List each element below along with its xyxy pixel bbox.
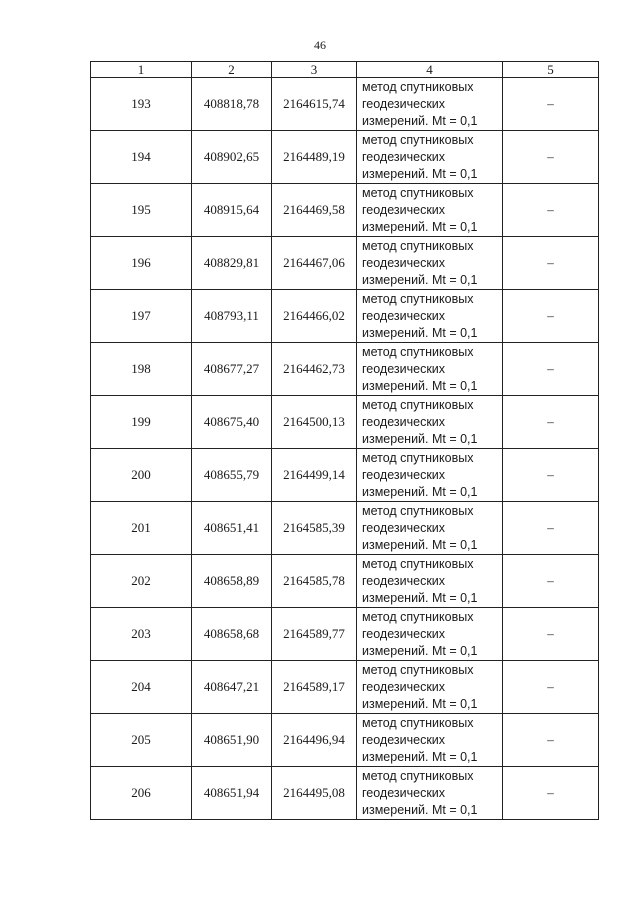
method-line: геодезических bbox=[362, 96, 446, 111]
x-coordinate-cell: 408658,89 bbox=[192, 555, 272, 608]
column-header-5: 5 bbox=[503, 62, 599, 78]
y-coordinate-cell: 2164615,74 bbox=[272, 78, 357, 131]
method-cell bbox=[357, 767, 503, 820]
method-cell bbox=[357, 184, 503, 237]
method-line: измерений. Mt = 0,1 bbox=[362, 643, 478, 658]
table-row bbox=[91, 131, 599, 184]
point-number-cell: 198 bbox=[91, 343, 192, 396]
point-number-cell: 206 bbox=[91, 767, 192, 820]
y-coordinate-cell: 2164462,73 bbox=[272, 343, 357, 396]
x-coordinate-cell: 408675,40 bbox=[192, 396, 272, 449]
note-cell: – bbox=[503, 237, 599, 290]
point-number-cell: 204 bbox=[91, 661, 192, 714]
note-cell: – bbox=[503, 290, 599, 343]
note-cell: – bbox=[503, 502, 599, 555]
method-line: геодезических bbox=[362, 308, 446, 323]
method-cell bbox=[357, 449, 503, 502]
point-number-cell: 202 bbox=[91, 555, 192, 608]
note-cell: – bbox=[503, 184, 599, 237]
note-cell: – bbox=[503, 608, 599, 661]
y-coordinate-cell: 2164467,06 bbox=[272, 237, 357, 290]
x-coordinate-cell: 408902,65 bbox=[192, 131, 272, 184]
method-line: измерений. Mt = 0,1 bbox=[362, 113, 478, 128]
x-coordinate-cell: 408651,94 bbox=[192, 767, 272, 820]
method-line: метод спутниковых bbox=[362, 609, 474, 624]
table-row bbox=[91, 714, 599, 767]
y-coordinate-cell: 2164585,78 bbox=[272, 555, 357, 608]
method-cell bbox=[357, 237, 503, 290]
method-line: метод спутниковых bbox=[362, 344, 474, 359]
table-row bbox=[91, 396, 599, 449]
note-cell: – bbox=[503, 396, 599, 449]
method-line: метод спутниковых bbox=[362, 715, 474, 730]
method-cell bbox=[357, 555, 503, 608]
y-coordinate-cell: 2164589,77 bbox=[272, 608, 357, 661]
note-cell: – bbox=[503, 661, 599, 714]
point-number-cell: 196 bbox=[91, 237, 192, 290]
table-body bbox=[91, 78, 599, 820]
x-coordinate-cell: 408915,64 bbox=[192, 184, 272, 237]
x-coordinate-cell: 408647,21 bbox=[192, 661, 272, 714]
note-cell: – bbox=[503, 343, 599, 396]
point-number-cell: 200 bbox=[91, 449, 192, 502]
y-coordinate-cell: 2164500,13 bbox=[272, 396, 357, 449]
x-coordinate-cell: 408677,27 bbox=[192, 343, 272, 396]
method-line: метод спутниковых bbox=[362, 662, 474, 677]
method-line: измерений. Mt = 0,1 bbox=[362, 272, 478, 287]
method-cell bbox=[357, 78, 503, 131]
method-cell bbox=[357, 290, 503, 343]
method-line: измерений. Mt = 0,1 bbox=[362, 166, 478, 181]
point-number-cell: 197 bbox=[91, 290, 192, 343]
point-number-cell: 193 bbox=[91, 78, 192, 131]
x-coordinate-cell: 408651,90 bbox=[192, 714, 272, 767]
method-line: измерений. Mt = 0,1 bbox=[362, 325, 478, 340]
y-coordinate-cell: 2164469,58 bbox=[272, 184, 357, 237]
method-line: метод спутниковых bbox=[362, 768, 474, 783]
method-line: метод спутниковых bbox=[362, 291, 474, 306]
method-line: геодезических bbox=[362, 467, 446, 482]
method-line: метод спутниковых bbox=[362, 397, 474, 412]
method-line: геодезических bbox=[362, 149, 446, 164]
y-coordinate-cell: 2164495,08 bbox=[272, 767, 357, 820]
method-cell bbox=[357, 661, 503, 714]
table-row bbox=[91, 78, 599, 131]
x-coordinate-cell: 408793,11 bbox=[192, 290, 272, 343]
method-line: геодезических bbox=[362, 785, 446, 800]
table-row bbox=[91, 661, 599, 714]
point-number-cell: 203 bbox=[91, 608, 192, 661]
method-line: геодезических bbox=[362, 414, 446, 429]
method-line: измерений. Mt = 0,1 bbox=[362, 484, 478, 499]
table-row bbox=[91, 767, 599, 820]
method-cell bbox=[357, 343, 503, 396]
page-number: 46 bbox=[314, 38, 326, 52]
method-line: геодезических bbox=[362, 732, 446, 747]
y-coordinate-cell: 2164499,14 bbox=[272, 449, 357, 502]
coordinates-table bbox=[90, 61, 599, 820]
method-cell bbox=[357, 714, 503, 767]
y-coordinate-cell: 2164585,39 bbox=[272, 502, 357, 555]
method-line: геодезических bbox=[362, 520, 446, 535]
method-line: измерений. Mt = 0,1 bbox=[362, 378, 478, 393]
point-number-cell: 205 bbox=[91, 714, 192, 767]
point-number-cell: 194 bbox=[91, 131, 192, 184]
table-row bbox=[91, 449, 599, 502]
note-cell: – bbox=[503, 131, 599, 184]
table-row bbox=[91, 184, 599, 237]
method-line: измерений. Mt = 0,1 bbox=[362, 219, 478, 234]
table-row bbox=[91, 608, 599, 661]
table-row bbox=[91, 290, 599, 343]
x-coordinate-cell: 408655,79 bbox=[192, 449, 272, 502]
column-header-1: 1 bbox=[91, 62, 192, 78]
note-cell: – bbox=[503, 449, 599, 502]
method-line: измерений. Mt = 0,1 bbox=[362, 696, 478, 711]
y-coordinate-cell: 2164496,94 bbox=[272, 714, 357, 767]
method-cell bbox=[357, 502, 503, 555]
method-line: измерений. Mt = 0,1 bbox=[362, 802, 478, 817]
method-line: метод спутниковых bbox=[362, 238, 474, 253]
method-line: геодезических bbox=[362, 202, 446, 217]
method-line: метод спутниковых bbox=[362, 503, 474, 518]
x-coordinate-cell: 408829,81 bbox=[192, 237, 272, 290]
column-header-2: 2 bbox=[192, 62, 272, 78]
table-row bbox=[91, 343, 599, 396]
point-number-cell: 199 bbox=[91, 396, 192, 449]
method-line: геодезических bbox=[362, 626, 446, 641]
method-line: метод спутниковых bbox=[362, 185, 474, 200]
y-coordinate-cell: 2164589,17 bbox=[272, 661, 357, 714]
table-row bbox=[91, 237, 599, 290]
method-cell bbox=[357, 131, 503, 184]
table-row bbox=[91, 502, 599, 555]
method-cell bbox=[357, 608, 503, 661]
method-cell bbox=[357, 396, 503, 449]
x-coordinate-cell: 408658,68 bbox=[192, 608, 272, 661]
method-line: метод спутниковых bbox=[362, 450, 474, 465]
method-line: геодезических bbox=[362, 361, 446, 376]
x-coordinate-cell: 408651,41 bbox=[192, 502, 272, 555]
method-line: геодезических bbox=[362, 255, 446, 270]
y-coordinate-cell: 2164489,19 bbox=[272, 131, 357, 184]
method-line: измерений. Mt = 0,1 bbox=[362, 431, 478, 446]
method-line: геодезических bbox=[362, 679, 446, 694]
method-line: измерений. Mt = 0,1 bbox=[362, 749, 478, 764]
method-line: геодезических bbox=[362, 573, 446, 588]
y-coordinate-cell: 2164466,02 bbox=[272, 290, 357, 343]
note-cell: – bbox=[503, 767, 599, 820]
table-header-row bbox=[91, 62, 599, 78]
note-cell: – bbox=[503, 555, 599, 608]
table-row bbox=[91, 555, 599, 608]
method-line: измерений. Mt = 0,1 bbox=[362, 590, 478, 605]
note-cell: – bbox=[503, 78, 599, 131]
column-header-3: 3 bbox=[272, 62, 357, 78]
method-line: метод спутниковых bbox=[362, 79, 474, 94]
x-coordinate-cell: 408818,78 bbox=[192, 78, 272, 131]
note-cell: – bbox=[503, 714, 599, 767]
method-line: метод спутниковых bbox=[362, 556, 474, 571]
column-header-4: 4 bbox=[357, 62, 503, 78]
method-line: измерений. Mt = 0,1 bbox=[362, 537, 478, 552]
point-number-cell: 195 bbox=[91, 184, 192, 237]
point-number-cell: 201 bbox=[91, 502, 192, 555]
method-line: метод спутниковых bbox=[362, 132, 474, 147]
